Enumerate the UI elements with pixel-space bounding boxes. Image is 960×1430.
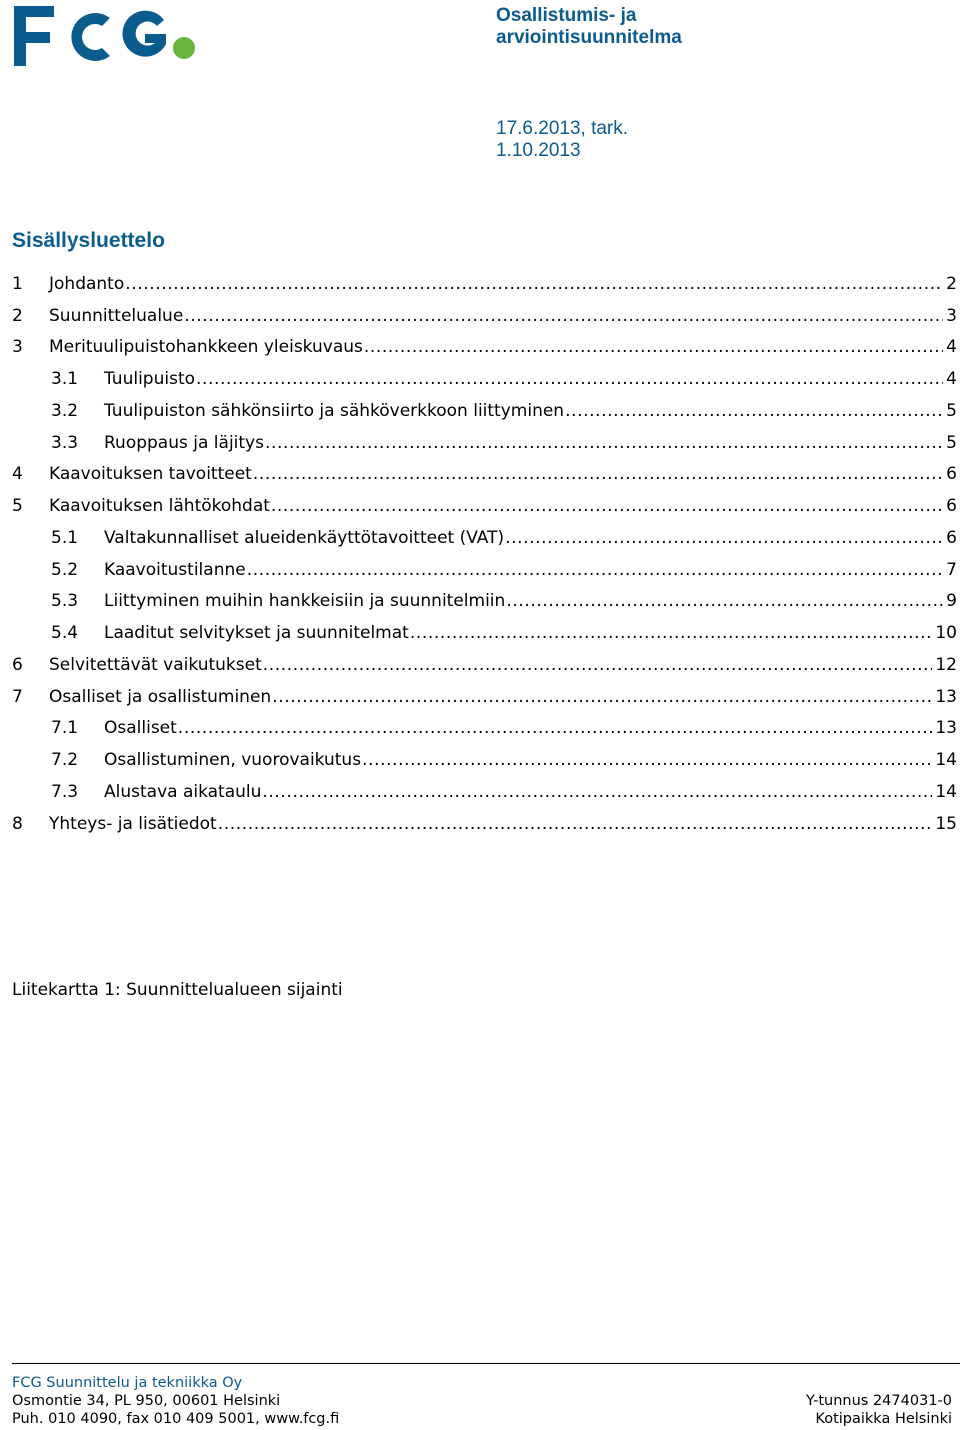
toc-entry-title: Valtakunnalliset alueidenkäyttötavoitteet (VAT) xyxy=(104,527,505,548)
appendix-line: Liitekartta 1: Suunnittelualueen sijainti xyxy=(12,980,343,1000)
toc-entry-number: 5.3 xyxy=(51,591,79,612)
toc-entry[interactable] xyxy=(12,617,957,649)
footer-divider xyxy=(12,1363,960,1364)
toc-entry-page: 13 xyxy=(935,718,957,739)
toc-entry-page: 5 xyxy=(946,432,957,453)
toc-entry-title: Kaavoituksen tavoitteet xyxy=(49,464,252,485)
toc-leader-dots xyxy=(271,496,943,516)
toc-entry-number: 7 xyxy=(12,686,23,707)
toc-entry-page: 13 xyxy=(935,686,957,707)
toc-entry-number: 2 xyxy=(12,305,23,326)
document-date-line-2: 1.10.2013 xyxy=(496,140,581,161)
toc-entry-title: Liittyminen muihin hankkeisiin ja suunnitelmiin xyxy=(104,591,506,612)
fcg-logo xyxy=(12,4,202,70)
toc-entry-title: Laaditut selvitykset ja suunnitelmat xyxy=(104,623,409,644)
footer xyxy=(12,1374,952,1428)
toc-entry-title: Johdanto xyxy=(49,273,125,294)
toc-entry-page: 2 xyxy=(946,273,957,294)
toc-entry-number: 3.1 xyxy=(51,369,79,390)
toc-entry-number: 3 xyxy=(12,337,23,358)
toc-entry-page: 3 xyxy=(946,305,957,326)
toc-entry-title: Ruoppaus ja läjitys xyxy=(104,432,264,453)
toc-leader-dots xyxy=(410,623,933,643)
toc-leader-dots xyxy=(262,782,932,802)
toc-entry-title: Osalliset xyxy=(104,718,177,739)
document-title xyxy=(496,5,936,49)
toc-entry-page: 14 xyxy=(935,781,957,802)
toc-entry-number: 7.3 xyxy=(51,781,79,802)
toc-leader-dots xyxy=(196,369,943,389)
toc-entry-title: Suunnittelualue xyxy=(49,305,184,326)
toc-entry[interactable] xyxy=(12,554,957,586)
toc-entry-title: Kaavoituksen lähtökohdat xyxy=(49,496,270,517)
toc-entry-page: 6 xyxy=(946,527,957,548)
toc-leader-dots xyxy=(272,687,932,707)
toc-entry-page: 6 xyxy=(946,464,957,485)
toc-entry-title: Tuulipuiston sähkönsiirto ja sähköverkkoon liittyminen xyxy=(104,400,565,421)
footer-contact: Puh. 010 4090, fax 010 409 5001, www.fcg.fi xyxy=(12,1411,340,1427)
toc-entry-page: 10 xyxy=(935,623,957,644)
toc-entry-number: 3.3 xyxy=(51,432,79,453)
toc-entry-number: 5.4 xyxy=(51,623,79,644)
footer-row-1 xyxy=(12,1392,952,1410)
table-of-contents xyxy=(12,268,957,840)
toc-entry[interactable] xyxy=(12,395,957,427)
toc-entry[interactable] xyxy=(12,744,957,776)
toc-entry[interactable] xyxy=(12,332,957,364)
footer-company: FCG Suunnittelu ja tekniikka Oy xyxy=(12,1375,243,1391)
toc-entry[interactable] xyxy=(12,776,957,808)
toc-entry-title: Kaavoitustilanne xyxy=(104,559,246,580)
toc-entry-title: Osallistuminen, vuorovaikutus xyxy=(104,750,362,771)
toc-entry-number: 4 xyxy=(12,464,23,485)
toc-leader-dots xyxy=(253,464,943,484)
toc-leader-dots xyxy=(505,528,943,548)
footer-row-2 xyxy=(12,1410,952,1428)
toc-leader-dots xyxy=(265,433,943,453)
toc-entry[interactable] xyxy=(12,649,957,681)
toc-entry-title: Merituulipuistohankkeen yleiskuvaus xyxy=(49,337,363,358)
document-date xyxy=(496,118,936,162)
document-title-line-2: arviointisuunnitelma xyxy=(496,27,682,48)
toc-leader-dots xyxy=(263,655,933,675)
toc-entry[interactable] xyxy=(12,681,957,713)
toc-entry-number: 5.1 xyxy=(51,527,79,548)
toc-entry[interactable] xyxy=(12,459,957,491)
toc-entry-page: 4 xyxy=(946,369,957,390)
toc-leader-dots xyxy=(184,306,943,326)
toc-entry-number: 1 xyxy=(12,273,23,294)
toc-entry[interactable] xyxy=(12,427,957,459)
toc-entry-number: 5 xyxy=(12,496,23,517)
toc-entry-page: 12 xyxy=(935,654,957,675)
footer-address: Osmontie 34, PL 950, 00601 Helsinki xyxy=(12,1393,281,1409)
toc-entry[interactable] xyxy=(12,713,957,745)
toc-leader-dots xyxy=(362,750,932,770)
toc-entry-page: 9 xyxy=(946,591,957,612)
toc-entry-number: 8 xyxy=(12,813,23,834)
toc-leader-dots xyxy=(218,814,933,834)
toc-entry[interactable] xyxy=(12,522,957,554)
toc-entry[interactable] xyxy=(12,363,957,395)
document-date-line-1: 17.6.2013, tark. xyxy=(496,118,629,139)
toc-entry-page: 6 xyxy=(946,496,957,517)
toc-entry[interactable] xyxy=(12,808,957,840)
toc-entry[interactable] xyxy=(12,300,957,332)
toc-entry-number: 6 xyxy=(12,654,23,675)
toc-entry-title: Selvitettävät vaikutukset xyxy=(49,654,262,675)
toc-entry-page: 5 xyxy=(946,400,957,421)
toc-entry-page: 14 xyxy=(935,750,957,771)
toc-entry-title: Yhteys- ja lisätiedot xyxy=(49,813,217,834)
toc-heading: Sisällysluettelo xyxy=(12,229,165,252)
toc-entry-number: 7.2 xyxy=(51,750,79,771)
toc-entry-number: 5.2 xyxy=(51,559,79,580)
toc-leader-dots xyxy=(506,591,943,611)
toc-leader-dots xyxy=(364,337,943,357)
toc-leader-dots xyxy=(565,401,943,421)
toc-leader-dots xyxy=(178,718,933,738)
toc-entry-page: 4 xyxy=(946,337,957,358)
toc-entry-page: 7 xyxy=(946,559,957,580)
toc-entry-number: 7.1 xyxy=(51,718,79,739)
toc-entry-title: Alustava aikataulu xyxy=(104,781,262,802)
toc-leader-dots xyxy=(247,560,943,580)
toc-leader-dots xyxy=(125,274,943,294)
toc-entry[interactable] xyxy=(12,586,957,618)
toc-entry-number: 3.2 xyxy=(51,400,79,421)
toc-entry-title: Tuulipuisto xyxy=(104,369,196,390)
toc-entry[interactable] xyxy=(12,268,957,300)
toc-entry-page: 15 xyxy=(935,813,957,834)
document-title-line-1: Osallistumis- ja xyxy=(496,5,637,26)
footer-business-id: Y-tunnus 2474031-0 xyxy=(805,1393,952,1409)
toc-entry[interactable] xyxy=(12,490,957,522)
toc-entry-title: Osalliset ja osallistuminen xyxy=(49,686,272,707)
footer-domicile: Kotipaikka Helsinki xyxy=(815,1411,952,1427)
